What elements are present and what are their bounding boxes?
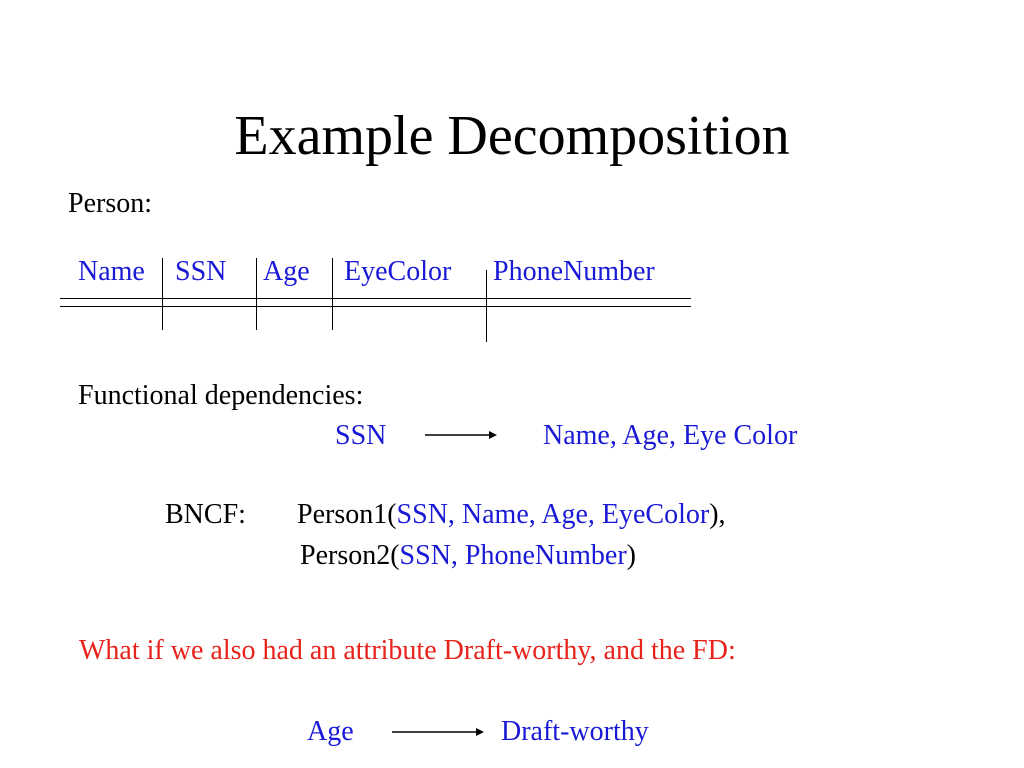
column-header-phonenumber: PhoneNumber xyxy=(493,256,655,287)
column-divider xyxy=(256,258,257,330)
relation-2-close: ) xyxy=(626,540,636,571)
column-header-ssn: SSN xyxy=(175,256,227,287)
bcnf-relation-1 xyxy=(297,501,726,529)
bcnf-label: BNCF: xyxy=(165,499,246,530)
relation-1-close: ), xyxy=(709,499,726,530)
table-rule-top xyxy=(60,298,691,299)
column-divider xyxy=(332,258,333,330)
arrow-right-icon xyxy=(392,725,484,739)
fd-rhs: Name, Age, Eye Color xyxy=(543,420,798,451)
relation-2-name: Person2( xyxy=(300,540,400,571)
question-text: What if we also had an attribute Draft-worthy, and the FD: xyxy=(79,635,736,666)
bcnf-relation-2 xyxy=(300,542,636,570)
column-divider xyxy=(162,258,163,330)
column-header-age: Age xyxy=(263,256,310,287)
fd-heading: Functional dependencies: xyxy=(78,380,364,411)
relation-label: Person: xyxy=(68,188,152,219)
column-divider xyxy=(486,270,487,342)
column-header-eyecolor: EyeColor xyxy=(344,256,452,287)
relation-1-name: Person1( xyxy=(297,499,397,530)
arrow-right-icon xyxy=(425,428,497,442)
fd2-rhs: Draft-worthy xyxy=(501,716,649,747)
relation-2-attributes: SSN, PhoneNumber xyxy=(399,540,627,571)
relation-1-attributes: SSN, Name, Age, EyeColor xyxy=(396,499,710,530)
fd-lhs: SSN xyxy=(335,420,387,451)
table-rule-bottom xyxy=(60,306,691,307)
fd2-lhs: Age xyxy=(307,716,354,747)
column-header-name: Name xyxy=(78,256,145,287)
slide-title: Example Decomposition xyxy=(234,105,790,167)
